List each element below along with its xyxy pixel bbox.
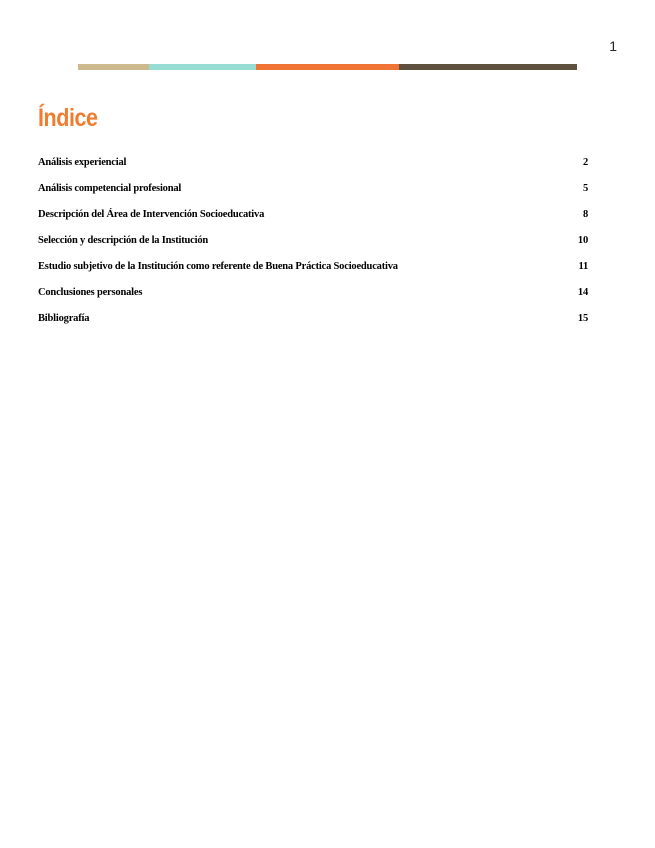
toc-entry-label: Descripción del Área de Intervención Socioeducativa [38, 209, 265, 220]
toc-entry-label: Estudio subjetivo de la Institución como referente de Buena Práctica Socioeducativa [38, 261, 398, 272]
toc-entry-page: 2 [582, 157, 588, 168]
toc-entry[interactable] [38, 209, 588, 235]
toc-entry[interactable] [38, 261, 588, 287]
toc-entry-page: 8 [582, 209, 588, 220]
toc-entry[interactable] [38, 183, 588, 209]
toc-entry-page: 10 [577, 235, 588, 246]
toc-entry-label: Análisis competencial profesional [38, 183, 182, 194]
toc-entry[interactable] [38, 313, 588, 339]
toc-entry-page: 11 [578, 261, 588, 272]
toc-entry-page: 15 [577, 313, 588, 324]
toc-list [38, 157, 588, 339]
color-bar-segment-teal [149, 64, 256, 70]
toc-entry-label: Selección y descripción de la Institución [38, 235, 209, 246]
toc-entry[interactable] [38, 287, 588, 313]
toc-entry-page: 5 [582, 183, 588, 194]
toc-title: Índice [38, 104, 98, 132]
toc-entry[interactable] [38, 235, 588, 261]
toc-entry-page: 14 [577, 287, 588, 298]
toc-entry[interactable] [38, 157, 588, 183]
color-bar-segment-brown [399, 64, 577, 70]
decorative-color-bar [78, 64, 577, 70]
toc-entry-label: Bibliografía [38, 313, 90, 324]
toc-entry-label: Análisis experiencial [38, 157, 127, 168]
page-number: 1 [609, 38, 617, 54]
color-bar-segment-tan [78, 64, 149, 70]
toc-entry-label: Conclusiones personales [38, 287, 143, 298]
color-bar-segment-orange [256, 64, 399, 70]
